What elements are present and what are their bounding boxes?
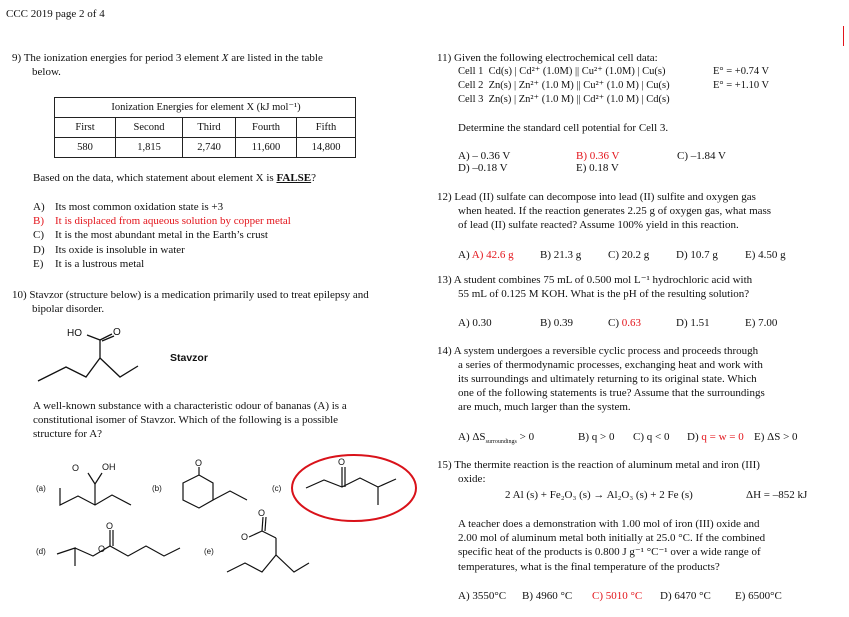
svg-text:O: O [195,458,203,468]
q13-option-c-value: 0.63 [621,317,641,329]
q11-cell-2-potential: E° = +1.10 V [713,80,770,91]
option-text: It is the most abundant metal in the Earth’s crust [55,229,268,241]
choice-c-structure [306,467,396,505]
q14-line3: its surroundings and ultimately returning to its original state. Which [458,373,757,385]
q14-line5: are much, much larger than the system. [458,401,631,413]
cell-name: Cell 3 [458,94,484,105]
q14-option-d-text: q = w = 0 [701,431,744,443]
stavzor-o-label: O [113,327,121,338]
q14-line4: one of the following statements is true? Assume that the surroundings [458,387,765,399]
q14-option-a[interactable] [458,431,534,447]
option-letter: D) [33,244,45,256]
q11-cell-1 [458,65,666,78]
stavzor-name: Stavzor [170,352,208,364]
q14-line2: a series of thermodynamic processes, exchanging heat and work with [458,359,763,371]
table-header-cell: Second [116,118,183,138]
q10-stem-line2: bipolar disorder. [32,303,105,315]
choice-c-label[interactable]: (c) [272,484,282,493]
q15-enthalpy: ΔH = –852 kJ [746,489,808,501]
q11-option-e[interactable]: E) 0.18 V [576,162,619,174]
table-value-cell: 1,815 [116,138,183,158]
q11-cell-3 [458,93,670,106]
choice-a-oh-label: OH [102,462,116,472]
q14-option-c[interactable]: C) q < 0 [633,431,670,443]
q15-option-a[interactable]: A) 3550°C [458,590,507,602]
q12-line3: of lead (II) sulfate reacted? Assume 100% yield in this reaction. [458,219,739,231]
q11-option-b[interactable]: B) 0.36 V [576,150,620,162]
cell-notation: Cd(s) | Cd²⁺ (1.0M) || Cu²⁺ (1.0M) | Cu(s) [488,66,666,77]
table-value-cell: 14,800 [297,138,356,158]
table-header-cell: Fifth [297,118,356,138]
q9-stem-line2: below. [32,66,61,78]
svg-text:O: O [98,544,106,554]
page-header: CCC 2019 page 2 of 4 [6,8,105,20]
choice-d-label[interactable]: (d) [36,547,46,556]
q9-stem-text-2: are listed in the table [231,52,323,64]
option-text: It is a lustrous metal [55,258,145,270]
q15-text-4: temperatures, what is the final temperature of the products? [458,561,720,573]
q14-option-a-text: A) ΔS [458,431,486,443]
q11-cell-2 [458,79,670,92]
q15-line1: 15) The thermite reaction is the reaction of aluminum metal and iron (III) [437,459,760,471]
q14-option-a-sub: surroundings [485,439,517,446]
choice-d-structure [57,530,180,566]
svg-text:O: O [338,457,346,467]
q15-option-d[interactable]: D) 6470 °C [660,590,711,602]
q15-option-b[interactable]: B) 4960 °C [522,590,573,602]
q14-option-b[interactable]: B) q > 0 [578,431,615,443]
option-text: Its most common oxidation state is +3 [55,201,224,213]
option-text: Its oxide is insoluble in water [55,244,185,256]
table-header-cell: Third [183,118,236,138]
q12-option-a[interactable]: A) A) 42.6 g [458,249,514,261]
q14-option-e[interactable]: E) ΔS > 0 [754,431,798,443]
table-header-cell: Fourth [236,118,297,138]
q13-option-e[interactable]: E) 7.00 [745,317,778,329]
answer-highlight-circle [292,455,416,521]
option-letter: B) [33,215,44,227]
table-caption: Ionization Energies for element X (kJ mol⁻¹) [55,98,356,118]
table-value-cell: 2,740 [183,138,236,158]
q11-stem: 11) Given the following electrochemical cell data: [437,52,658,64]
choice-a-label[interactable]: (a) [36,484,46,493]
q12-line1: 12) Lead (II) sulfate can decompose into lead (II) sulfite and oxygen gas [437,191,756,203]
q12-line2: when heated. If the reaction generates 2.25 g of oxygen gas, what mass [458,205,772,217]
cell-name: Cell 1 [458,66,484,77]
q13-line2: 55 mL of 0.125 M KOH. What is the pH of the resulting solution? [458,288,750,300]
q12-option-c[interactable]: C) 20.2 g [608,249,650,261]
q14-option-d[interactable] [687,431,744,445]
cell-name: Cell 2 [458,80,484,91]
option-letter: C) [33,229,44,241]
svg-text:O: O [241,532,249,542]
q9-stem-text: 9) The ionization energies for period 3 element [12,52,219,64]
q12-option-a-text: A) 42.6 g [471,249,514,261]
q9-prompt-end: ? [311,172,316,184]
q11-option-d[interactable]: D) –0.18 V [458,162,508,174]
q11-option-a[interactable]: A) – 0.36 V [458,150,511,162]
q12-option-d[interactable]: D) 10.7 g [676,249,718,261]
q15-option-c[interactable]: C) 5010 °C [592,590,643,602]
choice-e-label[interactable]: (e) [204,547,214,556]
q13-option-a[interactable]: A) 0.30 [458,317,492,329]
q12-option-e[interactable]: E) 4.50 g [745,249,786,261]
q15-option-e[interactable]: E) 6500°C [735,590,782,602]
cell-notation: Zn(s) | Zn²⁺ (1.0 M) || Cu²⁺ (1.0 M) | Cu(s) [488,80,670,91]
q13-option-c[interactable] [608,317,641,331]
q9-prompt-emphasis: FALSE [276,172,312,184]
option-letter: A) [33,201,45,213]
cell-notation: Zn(s) | Zn²⁺ (1.0 M) || Cd²⁺ (1.0 M) | Cd(s) [488,94,670,105]
q10-stem: 10) Stavzor (structure below) is a medication primarily used to treat epilepsy and [12,289,369,301]
choice-b-structure [183,467,247,508]
svg-text:O: O [106,521,114,531]
q9-element-symbol: X [221,52,229,64]
q11-determine: Determine the standard cell potential for Cell 3. [458,122,669,134]
q11-cell-1-potential: E° = +0.74 V [713,66,770,77]
q9-prompt-text: Based on the data, which statement about element X is [33,172,274,184]
table-value-cell: 580 [55,138,116,158]
q10-question-line3: structure for A? [33,428,103,440]
q14-option-a-end: > 0 [519,431,535,443]
q12-option-b[interactable]: B) 21.3 g [540,249,582,261]
q13-option-d[interactable]: D) 1.51 [676,317,710,329]
q13-line1: 13) A student combines 75 mL of 0.500 mol L⁻¹ hydrochloric acid with [437,274,753,286]
choice-e-structure [227,517,309,572]
q15-text-3: specific heat of the products is 0.800 J g⁻¹ °C⁻¹ over a wide range of [458,546,761,558]
stavzor-ho-label: HO [67,328,82,339]
table-header-cell: First [55,118,116,138]
q14-line1: 14) A system undergoes a reversible cyclic process and proceeds through [437,345,759,357]
q10-question-line2: constitutional isomer of Stavzor. Which of the following is a possible [33,414,339,426]
q13-option-b[interactable]: B) 0.39 [540,317,573,329]
q15-text-2: 2.00 mol of aluminum metal both initially at 25.0 °C. If the combined [458,532,766,544]
q15-reaction: 2 Al (s) + Fe₂O₃ (s) → Al₂O₃ (s) + 2 Fe (s) [505,489,693,501]
choice-a-structure [60,473,131,505]
choice-b-label[interactable]: (b) [152,484,162,493]
q15-line2: oxide: [458,473,486,485]
svg-text:O: O [258,508,266,518]
option-text: It is displaced from aqueous solution by copper metal [55,215,291,227]
table-value-cell: 11,600 [236,138,297,158]
q10-question-line1: A well-known substance with a characteristic odour of bananas (A) is a [33,400,347,412]
q14-option-d-letter: D) [687,431,699,443]
q15-text-1: A teacher does a demonstration with 1.00 mol of iron (III) oxide and [458,518,760,530]
svg-text:O: O [72,463,80,473]
q11-option-c[interactable]: C) –1.84 V [677,150,726,162]
q13-option-c-letter: C) [608,317,619,329]
option-letter: E) [33,258,44,270]
